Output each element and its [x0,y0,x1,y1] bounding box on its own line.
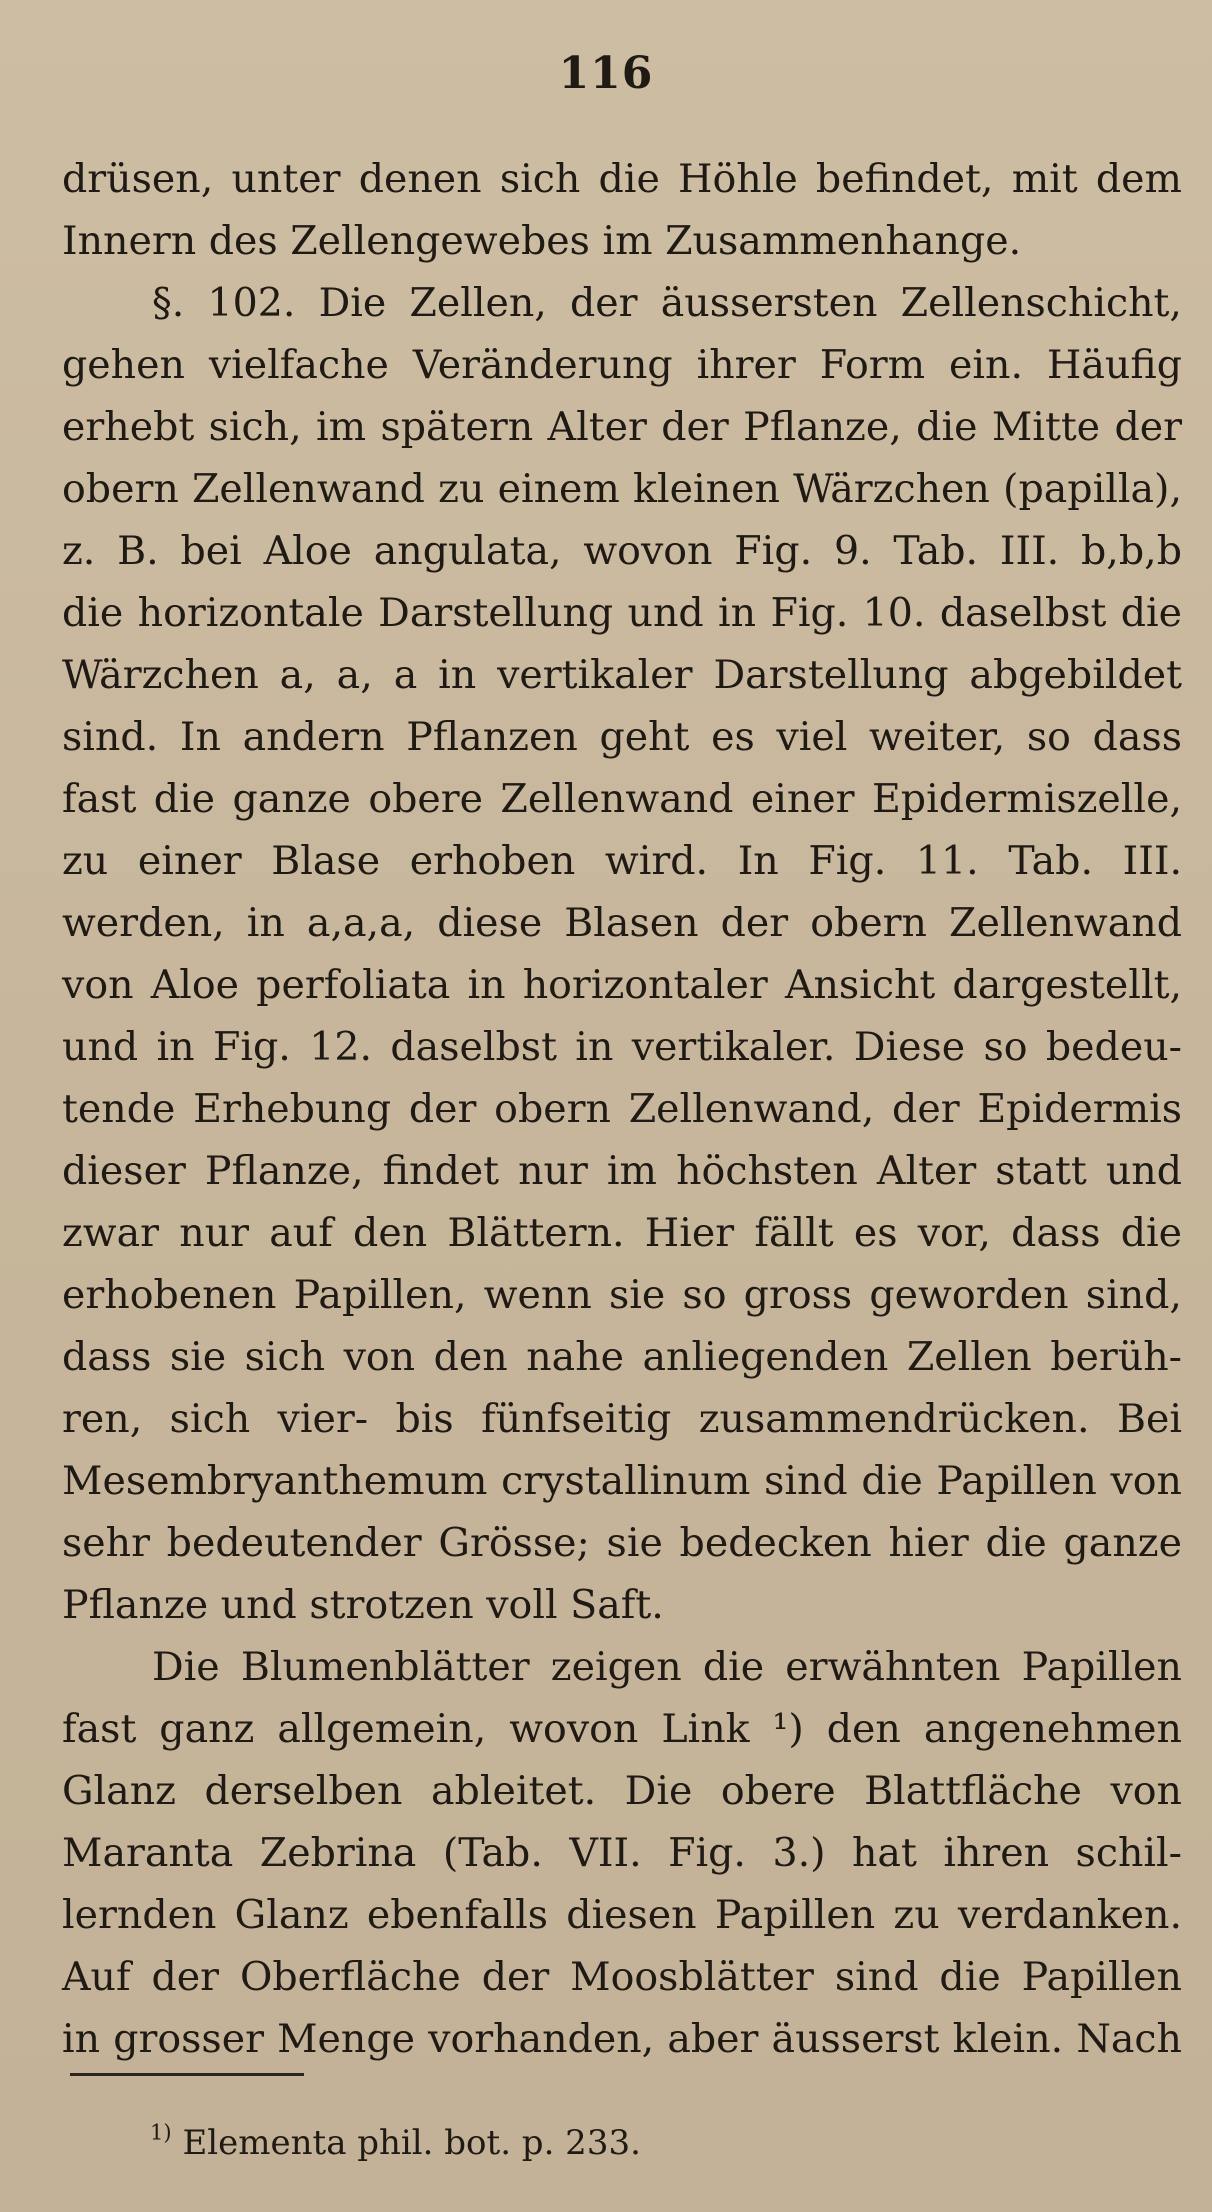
text-line: Glanz derselben ableitet. Die obere Blattfläche von [62,1768,1182,1814]
text-line: Mesembryanthemum crystallinum sind die Papillen von [62,1458,1182,1504]
text-line: sind. In andern Pflanzen geht es viel weiter, so dass [62,714,1182,760]
text-line: fast ganz allgemein, wovon Link ¹) den angenehmen [62,1706,1182,1752]
text-line: dieser Pflanze, findet nur im höchsten Alter statt und [62,1148,1182,1194]
text-line: zwar nur auf den Blättern. Hier fällt es vor, dass die [62,1210,1182,1256]
text-line: die horizontale Darstellung und in Fig. 10. daselbst die [62,590,1182,636]
text-line: in grosser Menge vorhanden, aber äusserst klein. Nach [62,2016,1182,2062]
text-line: obern Zellenwand zu einem kleinen Wärzchen (papilla), [62,466,1182,512]
page-number: 116 [558,48,654,99]
text-line: Auf der Oberfläche der Moosblätter sind die Papillen [62,1954,1182,2000]
footnote-rule [70,2073,304,2076]
text-line: fast die ganze obere Zellenwand einer Epidermiszelle, [62,776,1182,822]
text-line: werden, in a,a,a, diese Blasen der obern Zellenwand [62,900,1182,946]
text-line: §. 102. Die Zellen, der äussersten Zellenschicht, [152,280,1182,326]
text-line: z. B. bei Aloe angulata, wovon Fig. 9. Tab. III. b,b,b [62,528,1182,574]
text-line: ren, sich vier- bis fünfseitig zusammendrücken. Bei [62,1396,1182,1442]
text-line: lernden Glanz ebenfalls diesen Papillen zu verdanken. [62,1892,1182,1938]
text-line: Innern des Zellengewebes im Zusammenhange. [62,218,1022,264]
text-line: zu einer Blase erhoben wird. In Fig. 11. Tab. III. [62,838,1182,884]
footnote [150,2118,641,2168]
text-line: erhebt sich, im spätern Alter der Pflanze, die Mitte der [62,404,1182,450]
text-line: Wärzchen a, a, a in vertikaler Darstellung abgebildet [62,652,1182,698]
text-line: Die Blumenblätter zeigen die erwähnten Papillen [152,1644,1182,1690]
text-line: drüsen, unter denen sich die Höhle befindet, mit dem [62,156,1182,202]
footnote-text: Elementa phil. bot. p. 233. [182,2123,641,2163]
text-line: tende Erhebung der obern Zellenwand, der Epidermis [62,1086,1182,1132]
text-line: gehen vielfache Veränderung ihrer Form ein. Häufig [62,342,1182,388]
body-text [62,148,1182,2070]
text-line: erhobenen Papillen, wenn sie so gross geworden sind, [62,1272,1182,1318]
text-line: Maranta Zebrina (Tab. VII. Fig. 3.) hat ihren schil- [62,1830,1182,1876]
text-line: von Aloe perfoliata in horizontaler Ansicht dargestellt, [62,962,1182,1008]
text-line: dass sie sich von den nahe anliegenden Zellen berüh- [62,1334,1182,1380]
text-line: Pflanze und strotzen voll Saft. [62,1582,664,1628]
text-line: und in Fig. 12. daselbst in vertikaler. Diese so bedeu- [62,1024,1182,1070]
footnote-marker: 1) [150,2119,172,2145]
text-line: sehr bedeutender Grösse; sie bedecken hier die ganze [62,1520,1182,1566]
